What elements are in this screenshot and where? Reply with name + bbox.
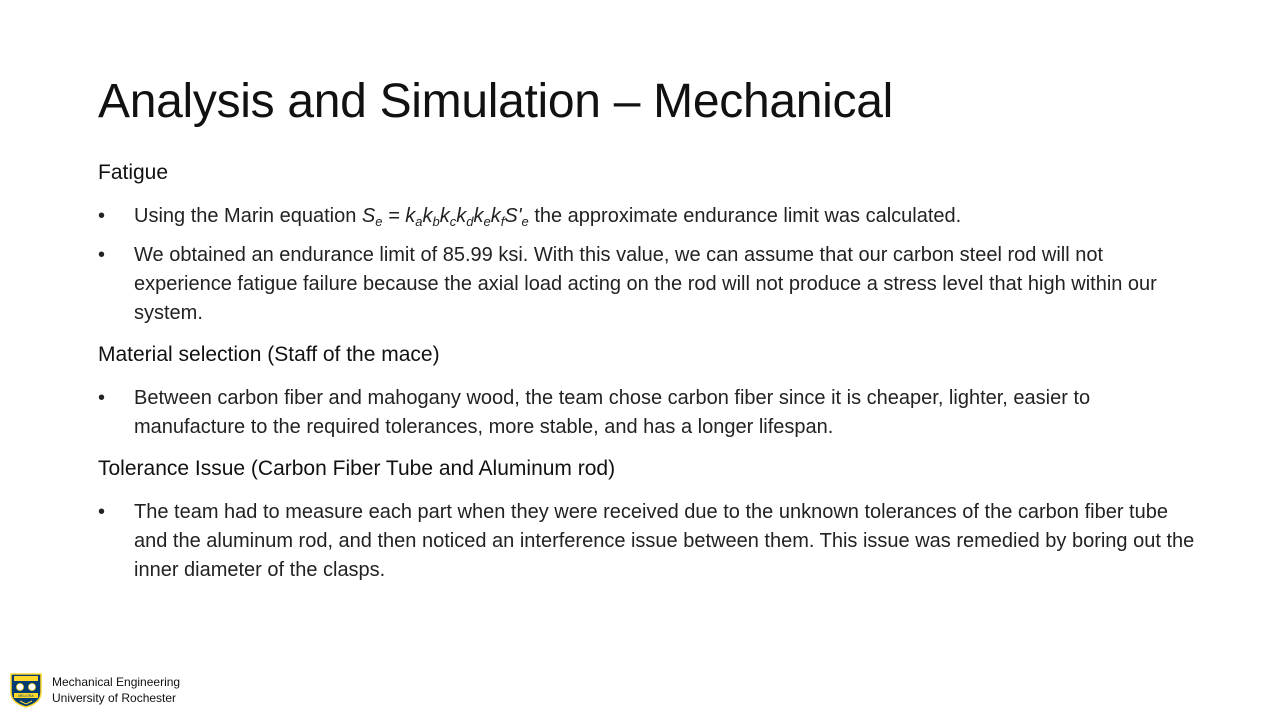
slide-content [98, 158, 1198, 597]
seal-motto: MELIORA [18, 694, 34, 698]
footer-text [52, 674, 180, 706]
eq-term-sub: e [521, 214, 529, 229]
eq-lhs-sub: e [375, 214, 383, 229]
eq-term-sub: c [449, 214, 457, 229]
bullet-item-endurance-limit: • We obtained an endurance limit of 85.99 ksi. With this value, we can assume that our carbon steel rod will not experience fatigue failure because the axial load acting on the rod will not produce a stress level that high within our system. [98, 241, 1198, 328]
eq-term-sub: a [415, 214, 423, 229]
bullet-text: Using the Marin equation [134, 205, 362, 227]
university-name: University of Rochester [52, 691, 177, 705]
university-seal-logo [8, 672, 44, 708]
bullet-list-tolerance [98, 498, 1198, 585]
bullet-text: the approximate endurance limit was calculated. [528, 205, 962, 227]
eq-term: k [490, 205, 501, 227]
eq-term: k [439, 205, 450, 227]
section-heading-fatigue: Fatigue [98, 161, 169, 184]
eq-term-sub: b [432, 214, 440, 229]
section-heading-material-selection: Material selection (Staff of the mace) [98, 343, 440, 366]
eq-term-sub: d [466, 214, 474, 229]
eq-term-sub: e [483, 214, 491, 229]
footer [8, 672, 180, 708]
eq-equals: = [382, 205, 406, 227]
eq-term: k [456, 205, 467, 227]
bullet-item-carbon-fiber-choice: • Between carbon fiber and mahogany wood, the team chose carbon fiber since it is cheaper, lighter, easier to manufacture to the required tolerances, more stable, and has a longer lifespan. [98, 384, 1198, 442]
slide-title: Analysis and Simulation – Mechanical [98, 75, 893, 128]
eq-term: k [405, 205, 416, 227]
department-name: Mechanical Engineering [52, 675, 181, 689]
marin-equation [362, 205, 529, 227]
eq-term: k [473, 205, 484, 227]
bullet-item-marin-equation [98, 202, 1198, 231]
bullet-list-fatigue [98, 202, 1198, 328]
eq-term: S' [504, 205, 522, 227]
eq-lhs: S [361, 205, 376, 227]
bullet-item-tolerance-remedy: • The team had to measure each part when they were received due to the unknown tolerances of the carbon fiber tube and the aluminum rod, and then noticed an interference issue between them. This issue was remedied by boring out the inner diameter of the clasps. [98, 498, 1198, 585]
section-heading-tolerance-issue: Tolerance Issue (Carbon Fiber Tube and Aluminum rod) [98, 457, 616, 480]
bullet-list-material [98, 384, 1198, 442]
eq-term: k [422, 205, 433, 227]
eq-term-sub: f [500, 214, 505, 229]
